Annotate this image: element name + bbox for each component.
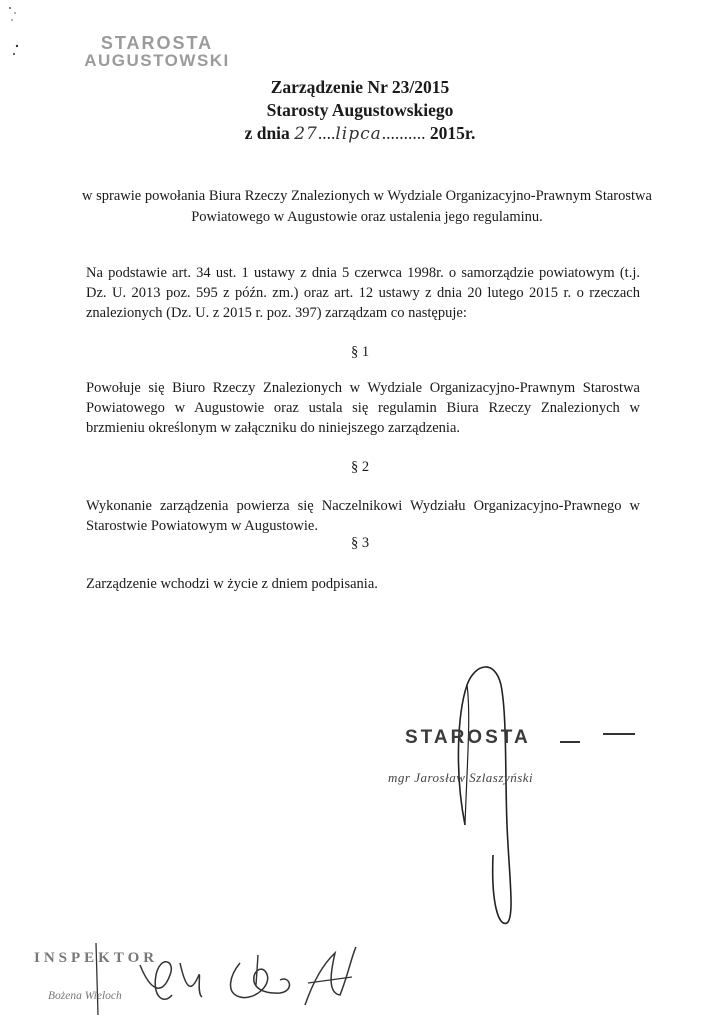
inspector-stamp-name: Bożena Wieloch <box>48 990 122 1002</box>
ordinance-subject: w sprawie powołania Biura Rzeczy Znalezionych w Wydziale Organizacyjno-Prawnym Starostwa Powiatowego w Augustowie oraz ustalenia jego regulaminu. <box>82 188 652 225</box>
ordinance-number: Zarządzenie Nr 23/2015 <box>270 77 450 97</box>
section-3-heading: § 3 <box>350 535 370 551</box>
signature-dash <box>560 741 580 743</box>
section-1-text: Powołuje się Biuro Rzeczy Znalezionych w Wydziale Organizacyjno-Prawnym Starostwa Powiatowego w Augustowie oraz ustala się regulamin Biura Rzeczy Znalezionych w brzmieniu określonym w załączniku do niniejszego zarządzenia. <box>86 380 640 436</box>
signature-stamp-name: mgr Jarosław Szlaszyński <box>388 770 534 785</box>
office-stamp <box>72 34 242 70</box>
date-day-handwritten: 27 <box>294 124 318 144</box>
date-line: z dnia 27....lipca.......... 2015r. <box>244 123 476 144</box>
section-3-text: Zarządzenie wchodzi w życie z dniem podpisania. <box>86 576 378 592</box>
inspector-stamp-title: INSPEKTOR <box>34 950 159 966</box>
issuer-line: Starosty Augustowskiego <box>266 100 454 120</box>
scan-specks <box>6 2 26 62</box>
legal-basis-paragraph: Na podstawie art. 34 ust. 1 ustawy z dnia 5 czerwca 1998r. o samorządzie powiatowym (t.j. Dz. U. 2013 poz. 595 z późn. zm.) oraz art. 12 ustawy z dnia 20 lutego 2015 r. o rzeczach znalezionych (Dz. U. z 2015 r. poz. 397) zarządzam co następuje: <box>86 265 640 321</box>
date-prefix: z dnia <box>244 123 290 143</box>
signature-stamp-title: STAROSTA <box>405 727 531 748</box>
signature-dash <box>603 733 635 735</box>
approval-initials <box>90 935 360 1020</box>
section-2-heading: § 2 <box>350 459 370 475</box>
section-1-heading: § 1 <box>350 344 370 360</box>
office-stamp-line1: STAROSTA <box>100 33 214 53</box>
starosta-signature <box>395 655 595 935</box>
date-suffix: 2015r. <box>429 123 476 143</box>
office-stamp-line2: AUGUSTOWSKI <box>84 51 230 70</box>
date-month-handwritten: lipca <box>335 124 382 144</box>
section-2-text: Wykonanie zarządzenia powierza się Naczelnikowi Wydziału Organizacyjno-Prawnego w Starostwie Powiatowym w Augustowie. <box>86 498 640 534</box>
